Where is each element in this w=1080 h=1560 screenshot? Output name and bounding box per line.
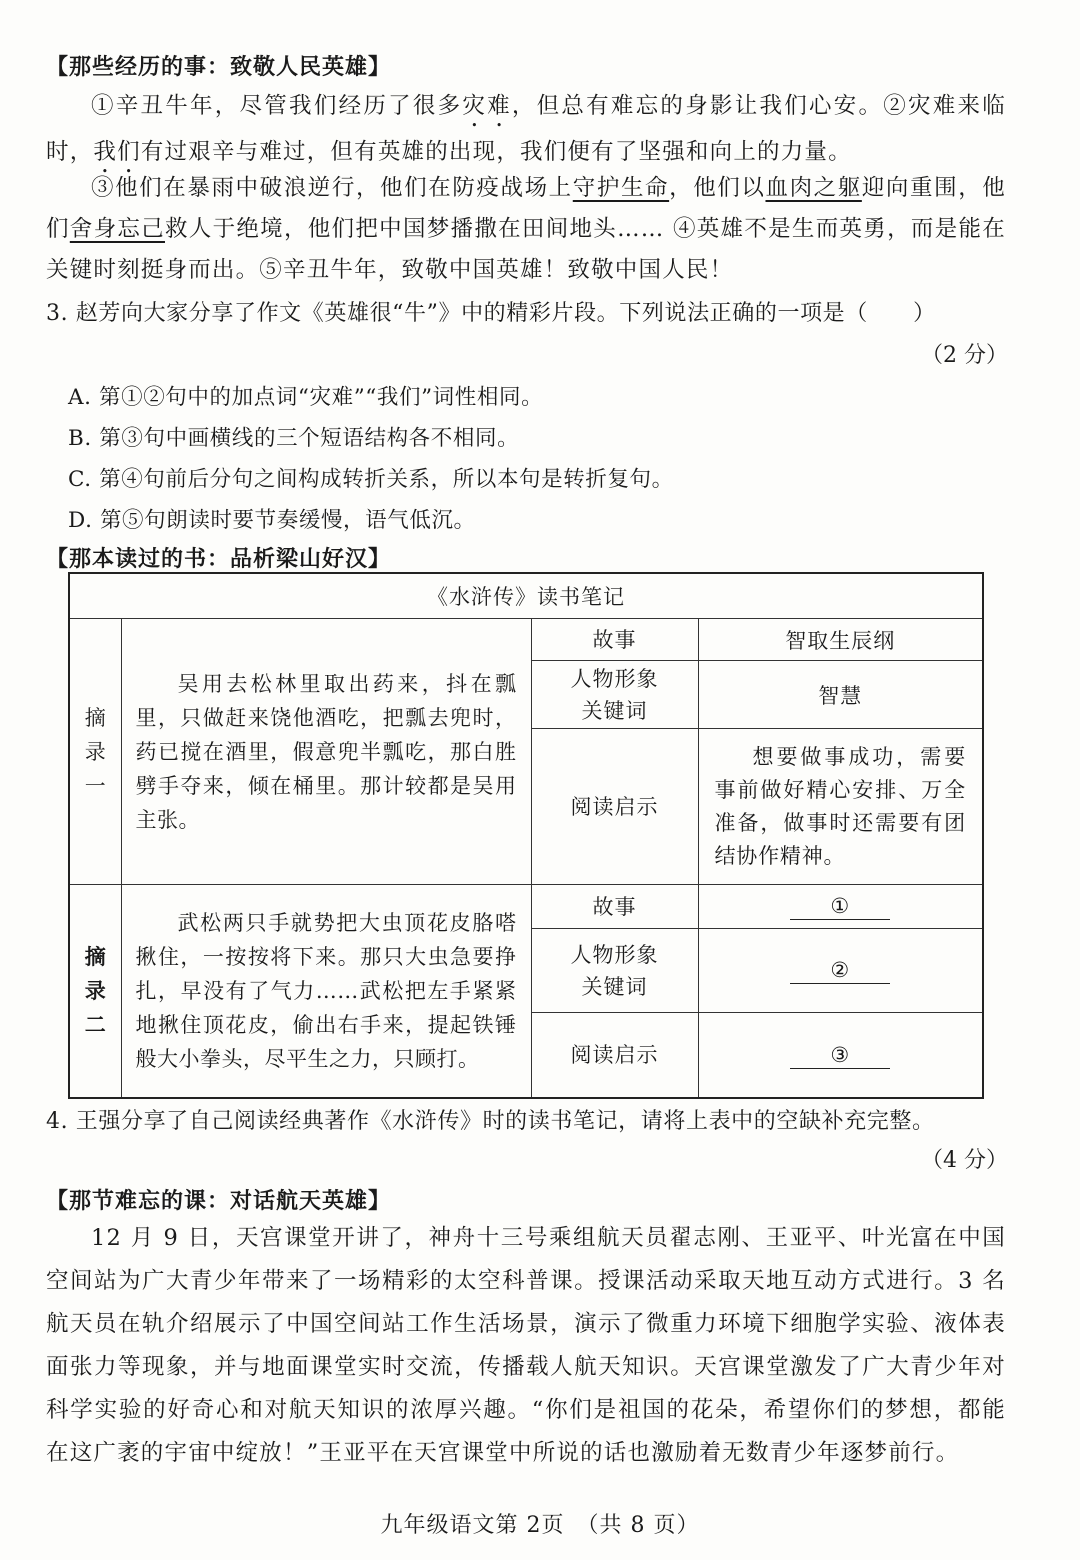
excerpt-1-label: 摘 录 一 bbox=[69, 619, 121, 885]
excerpt-2-text: 武松两只手就势把大虫顶花皮胳嗒揪住，一按按将下来。那只大虫急要挣扎，早没有了气力……武松把左手紧紧地揪住顶花皮，偷出右手来，提起铁锤般大小拳头，尽平生之力，只顾打。 bbox=[121, 885, 531, 1099]
dotted-word-disaster: 灾难 bbox=[462, 93, 512, 119]
story-1-value: 智取生辰纲 bbox=[698, 619, 983, 661]
story-label-2: 故事 bbox=[531, 885, 698, 929]
question-3-option-d: D. 第⑤句朗读时要节奏缓慢，语气低沉。 bbox=[68, 508, 476, 533]
story-label-1: 故事 bbox=[531, 619, 698, 661]
keyword-2-blank[interactable]: ② bbox=[698, 929, 983, 1013]
passage-paragraph-2: ③他们在暴雨中破浪逆行，他们在防疫战场上守护生命，他们以血肉之躯迎向重围，他们舍身忘己救人于绝境，他们把中国梦播撒在田间地头…… ④英雄不是生而英勇，而是能在关键时刻挺身而出。⑤辛丑牛年，致敬中国英雄！致敬中国人民！ bbox=[46, 175, 1006, 283]
underlined-phrase-3: 舍身忘己 bbox=[69, 216, 165, 242]
underlined-phrase-2: 血肉之躯 bbox=[765, 175, 862, 201]
dotted-word-we: 我们 bbox=[93, 139, 141, 165]
keyword-label-2: 人物形象 关键词 bbox=[531, 929, 698, 1013]
insight-2-blank[interactable]: ③ bbox=[698, 1013, 983, 1099]
keyword-1-value: 智慧 bbox=[698, 661, 983, 729]
insight-label-1: 阅读启示 bbox=[531, 729, 698, 885]
question-4-stem: 4. 王强分享了自己阅读经典著作《水浒传》时的读书笔记，请将上表中的空缺补充完整。 bbox=[46, 1109, 935, 1134]
passage-paragraph-1: ①辛丑牛年，尽管我们经历了很多灾难，但总有难忘的身影让我们心安。②灾难来临时，我们有过艰辛与难过，但有英雄的出现，我们便有了坚强和向上的力量。 bbox=[46, 93, 1006, 165]
page-footer: 九年级语文第 2页 （共 8 页） bbox=[380, 1513, 700, 1538]
question-3-score: （2 分） bbox=[921, 343, 1008, 368]
excerpt-1-text: 吴用去松林里取出药来，抖在瓢里，只做赶来饶他酒吃，把瓢去兜时，药已搅在酒里，假意兜半瓢吃，那白胜劈手夺来，倾在桶里。那计较都是吴用主张。 bbox=[121, 619, 531, 885]
space-class-paragraph: 12 月 9 日，天宫课堂开讲了，神舟十三号乘组航天员翟志刚、王亚平、叶光富在中国空间站为广大青少年带来了一场精彩的太空科普课。授课活动采取天地互动方式进行。3 名航天员在轨介绍展示了中国空间站工作生活场景，演示了微重力环境下细胞学实验、液体表面张力等现象，并与地面课堂实时交流，传播载人航天知识。天宫课堂激发了广大青少年对科学实验的好奇心和对航天知识的浓厚兴趣。“你们是祖国的花朵，希望你们的梦想，都能在这广袤的宇宙中绽放！”王亚平在天宫课堂中所说的话也激励着无数青少年逐梦前行。 bbox=[46, 1225, 1006, 1466]
question-3-option-c: C. 第④句前后分句之间构成转折关系，所以本句是转折复句。 bbox=[68, 467, 674, 492]
question-4-score: （4 分） bbox=[921, 1148, 1008, 1173]
reading-notes-table bbox=[68, 572, 984, 1099]
story-2-blank[interactable]: ① bbox=[698, 885, 983, 929]
underlined-phrase-1: 守护生命 bbox=[572, 175, 670, 201]
section-title-water-margin: 【那本读过的书：品析梁山好汉】 bbox=[46, 547, 392, 572]
question-3-option-b: B. 第③句中画横线的三个短语结构各不相同。 bbox=[68, 426, 520, 451]
question-3-stem: 3. 赵芳向大家分享了作文《英雄很“牛”》中的精彩片段。下列说法正确的一项是（ ） bbox=[46, 301, 936, 326]
question-3-option-a: A. 第①②句中的加点词“灾难”“我们”词性相同。 bbox=[68, 385, 544, 410]
table-header: 《水浒传》读书笔记 bbox=[69, 573, 983, 619]
keyword-label-1: 人物形象 关键词 bbox=[531, 661, 698, 729]
section-title-heroes: 【那些经历的事：致敬人民英雄】 bbox=[46, 55, 392, 80]
section-title-space-class: 【那节难忘的课：对话航天英雄】 bbox=[46, 1189, 392, 1214]
insight-1-value: 想要做事成功，需要事前做好精心安排、万全准备，做事时还需要有团结协作精神。 bbox=[698, 729, 983, 885]
excerpt-2-label: 摘 录 二 bbox=[69, 885, 121, 1099]
insight-label-2: 阅读启示 bbox=[531, 1013, 698, 1099]
